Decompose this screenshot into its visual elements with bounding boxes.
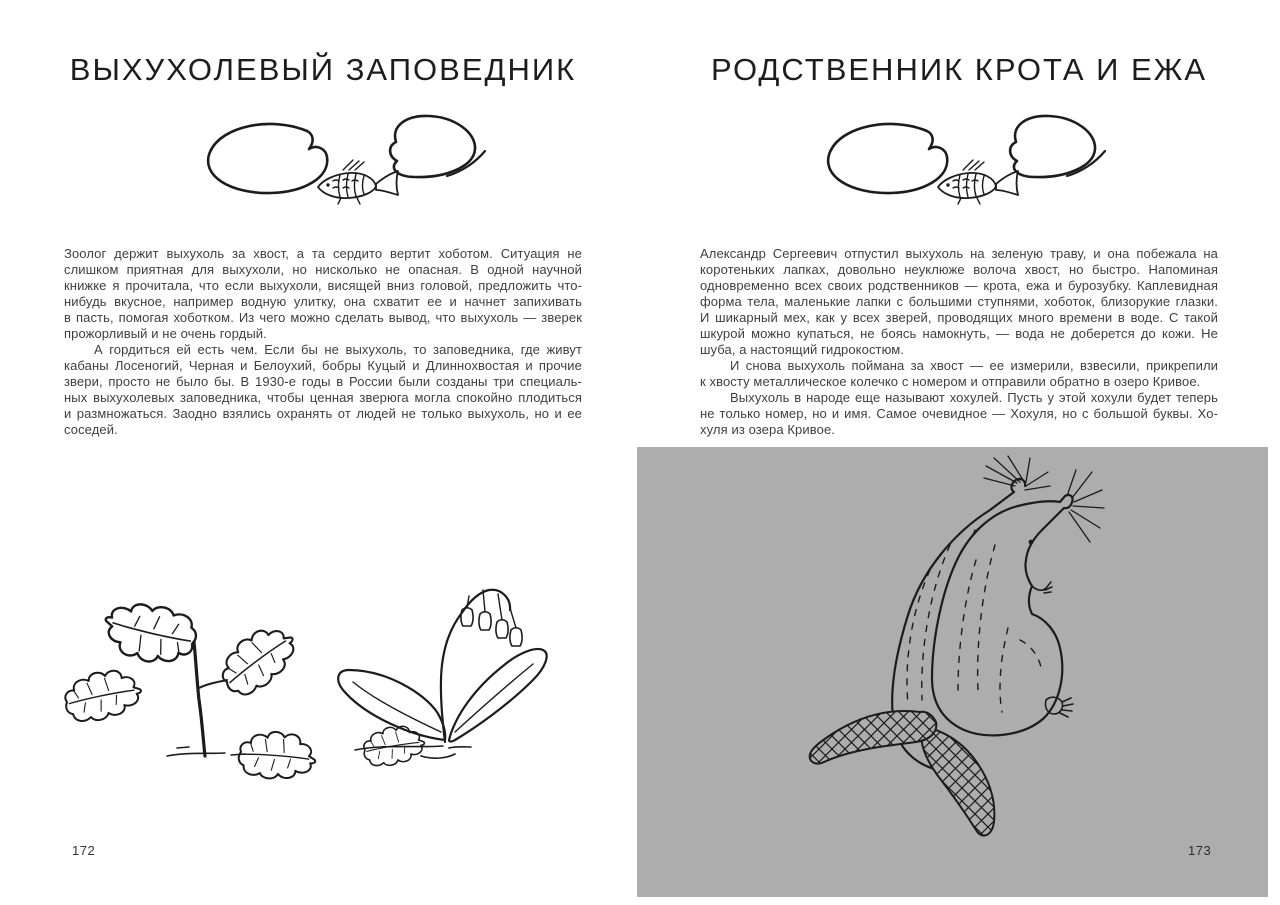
paragraph — [700, 358, 1218, 390]
whiskers-back — [984, 456, 1050, 490]
desmans-illustration — [780, 450, 1200, 890]
text-line: И снова выхухоль поймана за хвост — ее измерили, взвесили, прикрепили — [730, 358, 1218, 373]
right-page-number: 173 — [1188, 843, 1212, 858]
oak-seedling-and-lily-of-the-valley-illustration — [55, 570, 625, 788]
paragraph — [64, 246, 582, 342]
paragraph — [700, 246, 1218, 358]
right-page-text — [700, 246, 1218, 438]
text-line: звери, просто не было бы. В 1930-е годы в России были созданы три специаль- — [64, 374, 582, 389]
paragraph — [64, 342, 582, 438]
text-line: Александр Сергеевич отпустил выхухоль на зеленую траву, и она побежала на — [700, 246, 1218, 261]
text-line: шкурой можно купаться, не боясь намокнуть, — вода не доберется до кожи. Не — [700, 326, 1218, 341]
whiskers-front — [1067, 470, 1104, 542]
text-line: в пасть, помогая хоботком. Из чего можно сделать вывод, что выхухоль — зверек — [64, 310, 582, 325]
lily-pads-fish-illustration-left — [195, 106, 485, 202]
lily-of-the-valley — [338, 590, 546, 769]
paragraph — [700, 390, 1218, 438]
text-line: нибудь вкусное, например водную улитку, она схватит ее и начнет запихивать — [64, 294, 582, 309]
oak-seedling — [61, 594, 318, 783]
text-line: одновременно всех своих родственников — крота, ежа и бурозубку. Каплевидная — [700, 278, 1218, 293]
text-line: слишком приятная для выхухоли, но нисколько не опасная. В одной научной — [64, 262, 582, 277]
text-line: коротеньких лапках, довольно неуклюже волоча хвост, но быстро. Напоминая — [700, 262, 1218, 277]
right-page-title: РОДСТВЕННИК КРОТА И ЕЖА — [710, 52, 1208, 87]
text-line: прожорливый и не очень гордый. — [64, 326, 267, 341]
text-line: книжке я прочитала, что если выхухоли, висящей вниз головой, предложить что- — [64, 278, 582, 293]
lily-pads-fish-illustration-right — [815, 106, 1105, 202]
eye-front — [1029, 540, 1034, 545]
text-line: шуба, а настоящий гидрокостюм. — [700, 342, 905, 357]
front-paw — [1032, 582, 1052, 593]
text-line: форма тела, маленькие лапки с большими ступнями, хоботок, близорукие глазки. — [700, 294, 1218, 309]
text-line: и размножаться. Заодно взялись охранять от людей не только выхухоль, но и ее — [64, 406, 582, 421]
text-line: Зоолог держит выхухоль за хвост, а та сердито вертит хоботом. Ситуация не — [64, 246, 582, 261]
desman-front — [932, 470, 1104, 735]
left-page-title: ВЫХУХОЛЕВЫЙ ЗАПОВЕДНИК — [69, 52, 577, 87]
text-line: И шикарный мех, как у всех зверей, проводящих много времени в воде. С такой — [700, 310, 1218, 325]
text-line: соседей. — [64, 422, 118, 437]
text-line: к хвосту металлическое колечко с номером и отправили обратно в озеро Кривое. — [700, 374, 1201, 389]
text-line: Выхухоль в народе еще называют хохулей. Пусть у этой хохули будет теперь — [730, 390, 1218, 405]
text-line: ных выхухолевых заповедника, чтобы ценная зверюга могла спокойно плодиться — [64, 390, 582, 405]
text-line: А гордиться ей есть чем. Если бы не выхухоль, то заповедника, где живут — [94, 342, 582, 357]
text-line: кабаны Лосеногий, Черная и Белоухий, бобры Куцый и Длиннохвостая и прочие — [64, 358, 582, 373]
text-line: не только номер, но и имя. Самое очевидное — Хохуля, но с большой буквы. Хо- — [700, 406, 1218, 421]
left-page-text — [64, 246, 582, 438]
left-page-number: 172 — [72, 843, 96, 858]
gray-illustration-panel — [637, 447, 1268, 897]
text-line: хуля из озера Кривое. — [700, 422, 835, 437]
